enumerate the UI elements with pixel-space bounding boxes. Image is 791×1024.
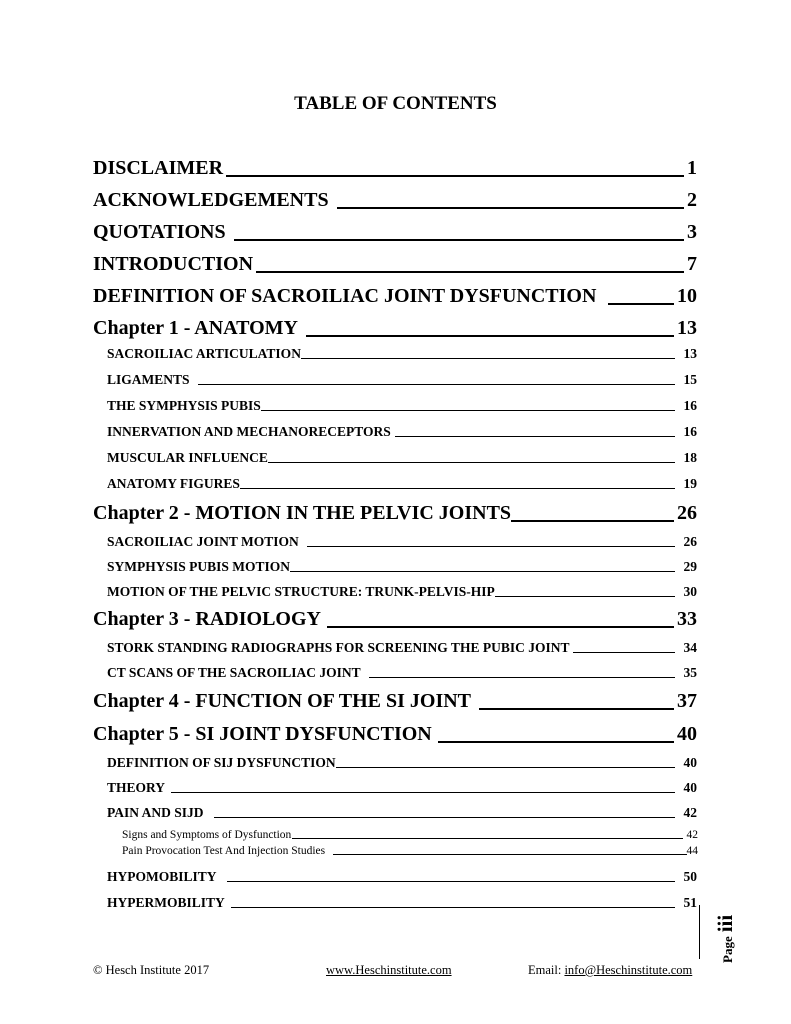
toc-entry-label: LIGAMENTS <box>107 372 190 387</box>
toc-entry-page: 13 <box>683 346 697 361</box>
toc-entry-label: DEFINITION OF SACROILIAC JOINT DYSFUNCTION <box>93 285 597 307</box>
toc-entry-disclaimer[interactable] <box>93 157 697 180</box>
toc-entry-chapter-3[interactable] <box>93 608 697 631</box>
leader-line <box>290 571 674 572</box>
toc-entry-anatomy-figures[interactable] <box>107 476 697 492</box>
toc-entry-page: 10 <box>677 285 697 307</box>
leader-line <box>256 271 684 273</box>
page-roman-numeral: iii <box>713 914 737 933</box>
toc-entry-page: 18 <box>683 450 697 465</box>
toc-entry-page: 33 <box>677 608 697 630</box>
toc-entry-label: INTRODUCTION <box>93 253 254 275</box>
toc-entry-page: 2 <box>687 189 697 211</box>
toc-entry-chapter-5[interactable] <box>93 723 697 746</box>
toc-entry-chapter-4[interactable] <box>93 690 697 713</box>
toc-entry-label: HYPOMOBILITY <box>107 869 217 884</box>
toc-entry-definition-sijd[interactable] <box>93 285 697 308</box>
toc-entry-label: Chapter 5 - SI JOINT DYSFUNCTION <box>93 723 432 745</box>
leader-line <box>337 207 684 209</box>
leader-line <box>306 335 674 337</box>
toc-entry-label: MUSCULAR INFLUENCE <box>107 450 268 465</box>
toc-entry-page: 26 <box>683 534 697 549</box>
leader-line <box>395 436 675 437</box>
toc-entry-page: 35 <box>683 665 697 680</box>
toc-entry-theory[interactable] <box>107 780 697 796</box>
toc-entry-label: ANATOMY FIGURES <box>107 476 240 491</box>
toc-entry-introduction[interactable] <box>93 253 697 276</box>
toc-entry-label: THEORY <box>107 780 166 795</box>
toc-entry-ct-scans[interactable] <box>107 665 697 681</box>
footer-email <box>528 963 692 978</box>
toc-entry-label: SYMPHYSIS PUBIS MOTION <box>107 559 291 574</box>
toc-entry-page: 51 <box>683 895 697 910</box>
toc-entry-page: 44 <box>686 845 698 857</box>
toc-entry-hypermobility[interactable] <box>107 895 697 911</box>
toc-entry-label: Chapter 3 - RADIOLOGY <box>93 608 321 630</box>
leader-line <box>292 838 682 839</box>
toc-entry-label: Chapter 1 - ANATOMY <box>93 317 298 339</box>
toc-entry-quotations[interactable] <box>93 221 697 244</box>
toc-entry-label: STORK STANDING RADIOGRAPHS FOR SCREENING THE PUBIC JOINT <box>107 640 570 655</box>
toc-entry-label: QUOTATIONS <box>93 221 226 243</box>
leader-line <box>301 358 675 359</box>
toc-entry-definition-sij-dysfunction[interactable] <box>107 755 697 771</box>
toc-entry-motion-pelvic-structure[interactable] <box>107 584 697 600</box>
toc-entry-page: 42 <box>683 805 697 820</box>
toc-entry-label: SACROILIAC ARTICULATION <box>107 346 301 361</box>
leader-line <box>171 792 674 793</box>
toc-entry-page: 50 <box>683 869 697 884</box>
toc-entry-muscular-influence[interactable] <box>107 450 697 466</box>
toc-entry-page: 34 <box>683 640 697 655</box>
leader-line <box>495 596 675 597</box>
toc-entry-acknowledgements[interactable] <box>93 189 697 212</box>
leader-line <box>198 384 675 385</box>
leader-line <box>369 677 675 678</box>
toc-entry-label: ACKNOWLEDGEMENTS <box>93 189 329 211</box>
leader-line <box>438 741 674 743</box>
toc-entry-chapter-1[interactable] <box>93 317 697 340</box>
leader-line <box>573 652 674 653</box>
toc-entry-innervation[interactable] <box>107 424 697 440</box>
leader-line <box>511 520 674 522</box>
leader-line <box>608 303 674 305</box>
toc-entry-page: 30 <box>683 584 697 599</box>
leader-line <box>333 854 686 855</box>
toc-entry-page: 40 <box>683 755 697 770</box>
leader-line <box>226 175 684 177</box>
leader-line <box>261 410 675 411</box>
toc-entry-label: CT SCANS OF THE SACROILIAC JOINT <box>107 665 361 680</box>
toc-entry-label: PAIN AND SIJD <box>107 805 204 820</box>
leader-line <box>479 708 674 710</box>
toc-entry-sacroiliac-joint-motion[interactable] <box>107 534 697 550</box>
toc-entry-chapter-2[interactable] <box>93 502 697 525</box>
toc-entry-label: Chapter 4 - FUNCTION OF THE SI JOINT <box>93 690 472 712</box>
toc-entry-page: 29 <box>683 559 697 574</box>
toc-entry-page: 16 <box>683 398 697 413</box>
toc-entry-page: 15 <box>683 372 697 387</box>
toc-entry-label: INNERVATION AND MECHANORECEPTORS <box>107 424 391 439</box>
toc-entry-label: Chapter 2 - MOTION IN THE PELVIC JOINTS <box>93 502 512 524</box>
leader-line <box>234 239 684 241</box>
leader-line <box>214 817 675 818</box>
toc-entry-ligaments[interactable] <box>107 372 697 388</box>
toc-entry-page: 19 <box>683 476 697 491</box>
toc-entry-page: 40 <box>677 723 697 745</box>
toc-entry-page: 7 <box>687 253 697 275</box>
leader-line <box>307 546 675 547</box>
toc-entry-sacroiliac-articulation[interactable] <box>107 346 697 362</box>
toc-entry-page: 42 <box>686 829 698 841</box>
page-title: TABLE OF CONTENTS <box>294 93 497 114</box>
toc-entry-label: DISCLAIMER <box>93 157 224 179</box>
toc-entry-label: HYPERMOBILITY <box>107 895 225 910</box>
toc-entry-label: THE SYMPHYSIS PUBIS <box>107 398 261 413</box>
toc-entry-label: MOTION OF THE PELVIC STRUCTURE: TRUNK-PELVIS-HIP <box>107 584 495 599</box>
toc-entry-pain-provocation[interactable] <box>122 845 698 857</box>
footer-email-link[interactable]: info@Heschinstitute.com <box>564 963 693 977</box>
leader-line <box>336 767 675 768</box>
toc-entry-label: DEFINITION OF SIJ DYSFUNCTION <box>107 755 336 770</box>
toc-entry-label: Signs and Symptoms of Dysfunction <box>122 829 292 841</box>
page-number <box>700 905 740 965</box>
leader-line <box>227 881 675 882</box>
toc-entry-page: 13 <box>677 317 697 339</box>
toc-entry-page: 16 <box>683 424 697 439</box>
toc-entry-page: 37 <box>677 690 697 712</box>
toc-entry-symphysis-pubis-motion[interactable] <box>107 559 697 575</box>
leader-line <box>231 907 675 908</box>
leader-line <box>327 626 674 628</box>
toc-entry-signs-symptoms[interactable] <box>122 829 698 841</box>
toc-entry-page: 1 <box>687 157 697 179</box>
footer-copyright: © Hesch Institute 2017 <box>93 963 210 977</box>
toc-entry-page: 3 <box>687 221 697 243</box>
leader-line <box>268 462 675 463</box>
toc-entry-hypomobility[interactable] <box>107 869 697 885</box>
toc-entry-label: SACROILIAC JOINT MOTION <box>107 534 299 549</box>
leader-line <box>240 488 675 489</box>
toc-entry-stork-standing[interactable] <box>107 640 697 656</box>
toc-entry-label: Pain Provocation Test And Injection Studies <box>122 845 326 857</box>
toc-entry-page: 40 <box>683 780 697 795</box>
footer-email-label: Email: <box>528 963 565 977</box>
footer-website-link[interactable]: www.Heschinstitute.com <box>326 963 452 977</box>
toc-entry-symphysis-pubis[interactable] <box>107 398 697 414</box>
toc-entry-pain-and-sijd[interactable] <box>107 805 697 821</box>
toc-entry-page: 26 <box>677 502 697 524</box>
page-word: Page <box>720 936 735 963</box>
